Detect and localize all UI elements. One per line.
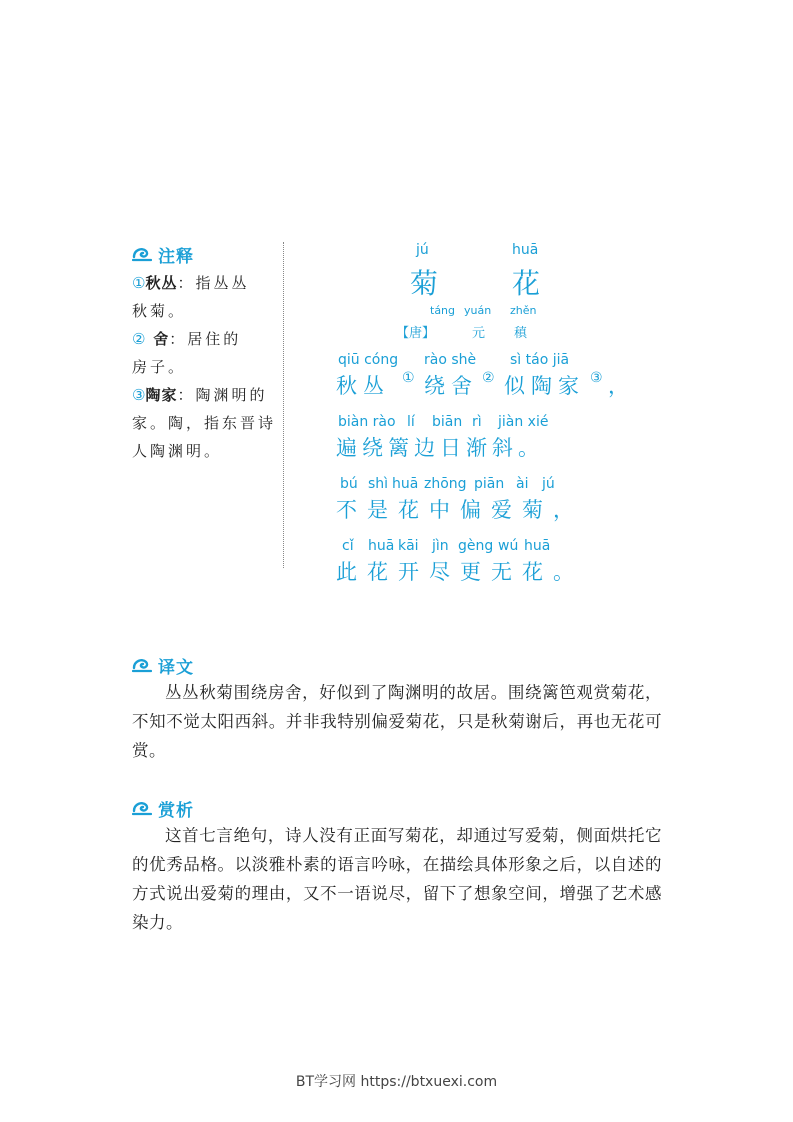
swirl-icon	[132, 245, 152, 263]
poem-author: 【唐】 元 稹	[396, 326, 528, 341]
footer-watermark: BT学习网 https://btxuexi.com	[295, 1074, 498, 1090]
line-1-pinyin: qiū cóng rào shè sì táo jiā	[338, 352, 570, 368]
note-3-line-1: ③陶家：陶渊明的	[132, 386, 268, 404]
line-2-text: 遍绕篱边日渐斜。	[336, 436, 544, 460]
line-1-text: 秋丛 ① 绕舍 ② 似陶家 ③ ，	[336, 370, 629, 398]
translation-section	[132, 654, 662, 765]
note-2-line-1: ② 舍：居住的	[132, 330, 242, 348]
notes-section	[132, 243, 277, 465]
appreciation-section	[132, 797, 662, 937]
line-4-text: 此花开尽更无花。	[336, 560, 584, 584]
poem-section	[320, 242, 640, 590]
note-2-line-2: 房子。	[132, 358, 187, 376]
line-3-pinyin: bú shì huā zhōng piān ài jú	[340, 476, 555, 492]
appreciation-title: 赏析	[158, 800, 194, 821]
title-pinyin: jú huā	[416, 242, 539, 258]
author-pinyin: táng yuán zhěn	[430, 304, 537, 317]
note-1-line-2: 秋菊。	[132, 302, 187, 320]
appreciation-header	[132, 797, 662, 819]
line-3-text: 不是花中偏爱菊，	[336, 498, 584, 522]
line-4-pinyin: cǐ huā kāi jìn gèng wú huā	[342, 538, 551, 554]
swirl-icon	[132, 799, 152, 817]
note-3-line-3: 人陶渊明。	[132, 442, 223, 460]
notes-title: 注释	[158, 246, 194, 267]
note-1-line-1: ①秋丛：指丛丛	[132, 274, 250, 292]
swirl-icon	[132, 656, 152, 674]
translation-text: 丛丛秋菊围绕房舍，好似到了陶渊明的故居。围绕篱笆观赏菊花，不知不觉太阳西斜。并非我特别偏爱菊花，只是秋菊谢后，再也无花可赏。	[132, 683, 662, 760]
translation-header	[132, 654, 662, 676]
line-2-pinyin: biàn rào lí biān rì jiàn xié	[338, 414, 549, 430]
column-divider	[283, 242, 284, 568]
notes-header	[132, 243, 272, 265]
translation-title: 译文	[158, 657, 194, 678]
poem-title: 菊 花	[410, 267, 541, 300]
appreciation-text: 这首七言绝句，诗人没有正面写菊花，却通过写爱菊，侧面烘托它的优秀品格。以淡雅朴素的语言吟咏，在描绘具体形象之后，以自述的方式说出爱菊的理由，又不一语说尽，留下了想象空间，增强了艺术感染力。	[132, 826, 662, 932]
note-3-line-2: 家。陶，指东晋诗	[132, 414, 277, 432]
